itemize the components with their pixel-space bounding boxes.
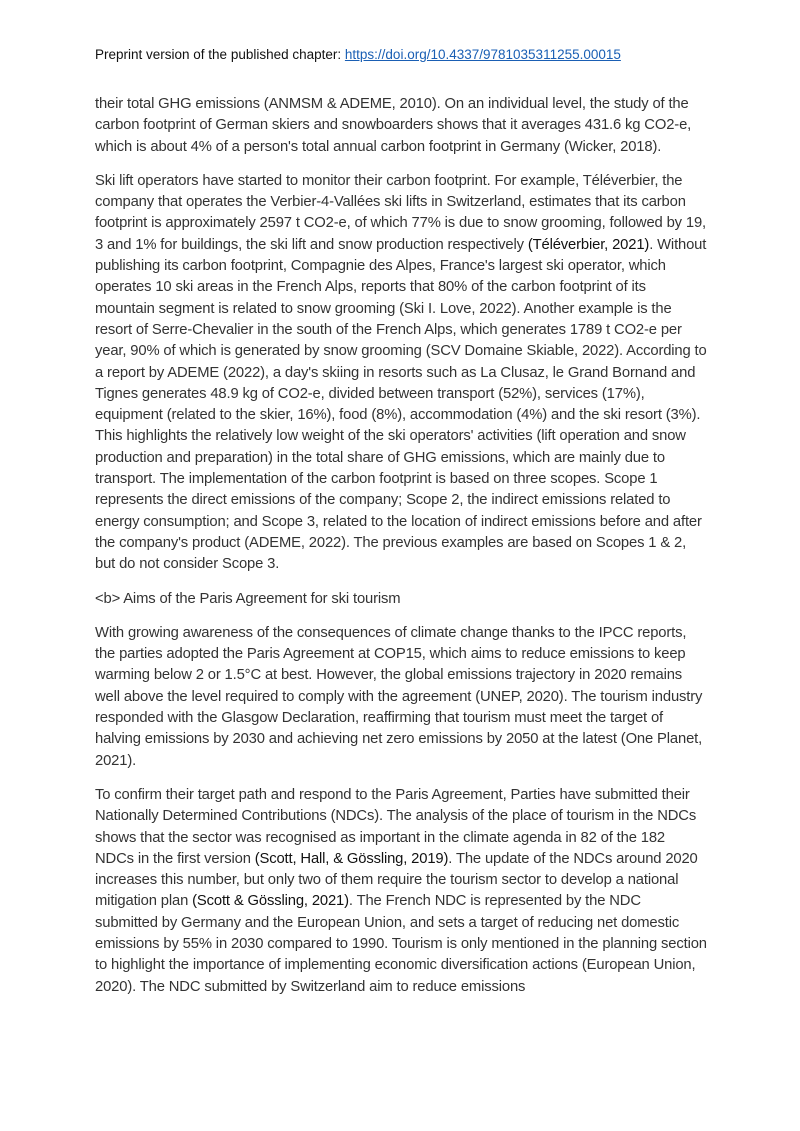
document-body	[95, 94, 707, 1011]
section-heading: <b> Aims of the Paris Agreement for ski tourism	[95, 590, 401, 607]
citation-scott-gossling: (Scott & Gössling, 2021)	[192, 893, 349, 910]
paragraph-2	[95, 171, 707, 576]
paragraph-4	[95, 785, 707, 998]
paragraph-2-text-b: . Without publishing its carbon footprint, Compagnie des Alpes, France's largest ski operator, which operates 10 ski areas in the French Alps, reports that 80% of the carbon footprint of its mountain segment is related to snow grooming (Ski I. Love, 2022). Another example is the resort of Serre-Chevalier in the south of the French Alps, which generates 1789 t CO2-e per year, 90% of which is generated by snow grooming (SCV Domaine Skiable, 2022). According to a report by ADEME (2022), a day's skiing in resorts such as La Clusaz, le Grand Bornand and Tignes generates 48.9 kg of CO2-e, divided between transport (52%), services (17%), equipment (related to the skier, 16%), food (8%), accommodation (4%) and the ski resort (3%). This highlights the relatively low weight of the ski operators' activities (lift operation and snow production and preparation) in the total share of GHG emissions, which are mainly due to transport. The implementation of the carbon footprint is based on three scopes. Scope 1 represents the direct emissions of the company; Scope 2, the indirect emissions related to energy consumption; and Scope 3, related to the location of indirect emissions before and after the company's product (ADEME, 2022). The previous examples are based on Scopes 1 & 2, but do not consider Scope 3.	[95, 236, 707, 573]
paragraph-3: With growing awareness of the consequences of climate change thanks to the IPCC reports, the parties adopted the Paris Agreement at COP15, which aims to reduce emissions to keep warming below 2 or 1.5°C at best. However, the global emissions trajectory in 2020 remains well above the level required to comply with the agreement (UNEP, 2020). The tourism industry responded with the Glasgow Declaration, reaffirming that tourism must meet the target of halving emissions by 2030 and achieving net zero emissions by 2050 at the latest (One Planet, 2021).	[95, 624, 703, 769]
doi-link[interactable]: https://doi.org/10.4337/9781035311255.00015	[344, 47, 621, 62]
paragraph-4-text-b: . The update of the NDCs around 2020 increases this number, but only two of them require the tourism sector to develop a national mitigation plan	[95, 850, 698, 910]
paragraph-4-text-a: To confirm their target path and respond to the Paris Agreement, Parties have submitted their Nationally Determined Contributions (NDCs). The analysis of the place of tourism in the NDCs shows that the sector was recognised as important in the climate agenda in 82 of the 182 NDCs in the first version	[95, 786, 697, 867]
citation-scott-hall-gossling: (Scott, Hall, & Gössling, 2019)	[254, 850, 449, 867]
citation-televerbier: (Téléverbier, 2021)	[527, 236, 650, 253]
paragraph-4-text-c: . The French NDC is represented by the NDC submitted by Germany and the European Union, and sets a target of reducing net domestic emissions by 55% in 2030 compared to 1990. Tourism is only mentioned in the planning section to highlight the importance of implementing economic diversification actions (European Union, 2020). The NDC submitted by Switzerland aim to reduce emissions	[95, 893, 707, 995]
paragraph-2-text-a: Ski lift operators have started to monitor their carbon footprint. For example, Téléverbier, the company that operates the Verbier-4-Vallées ski lifts in Switzerland, estimates that its carbon footprint is approximately 2597 t CO2-e, of which 77% is due to snow grooming, followed by 19, 3 and 1% for buildings, the ski lift and snow production respectively	[95, 172, 706, 253]
paragraph-1: their total GHG emissions (ANMSM & ADEME, 2010). On an individual level, the study of the carbon footprint of German skiers and snowboarders shows that it averages 431.6 kg CO2-e, which is about 4% of a person's total annual carbon footprint in Germany (Wicker, 2018).	[95, 96, 692, 155]
header-prefix: Preprint version of the published chapter:	[95, 47, 345, 62]
preprint-header	[95, 47, 621, 62]
